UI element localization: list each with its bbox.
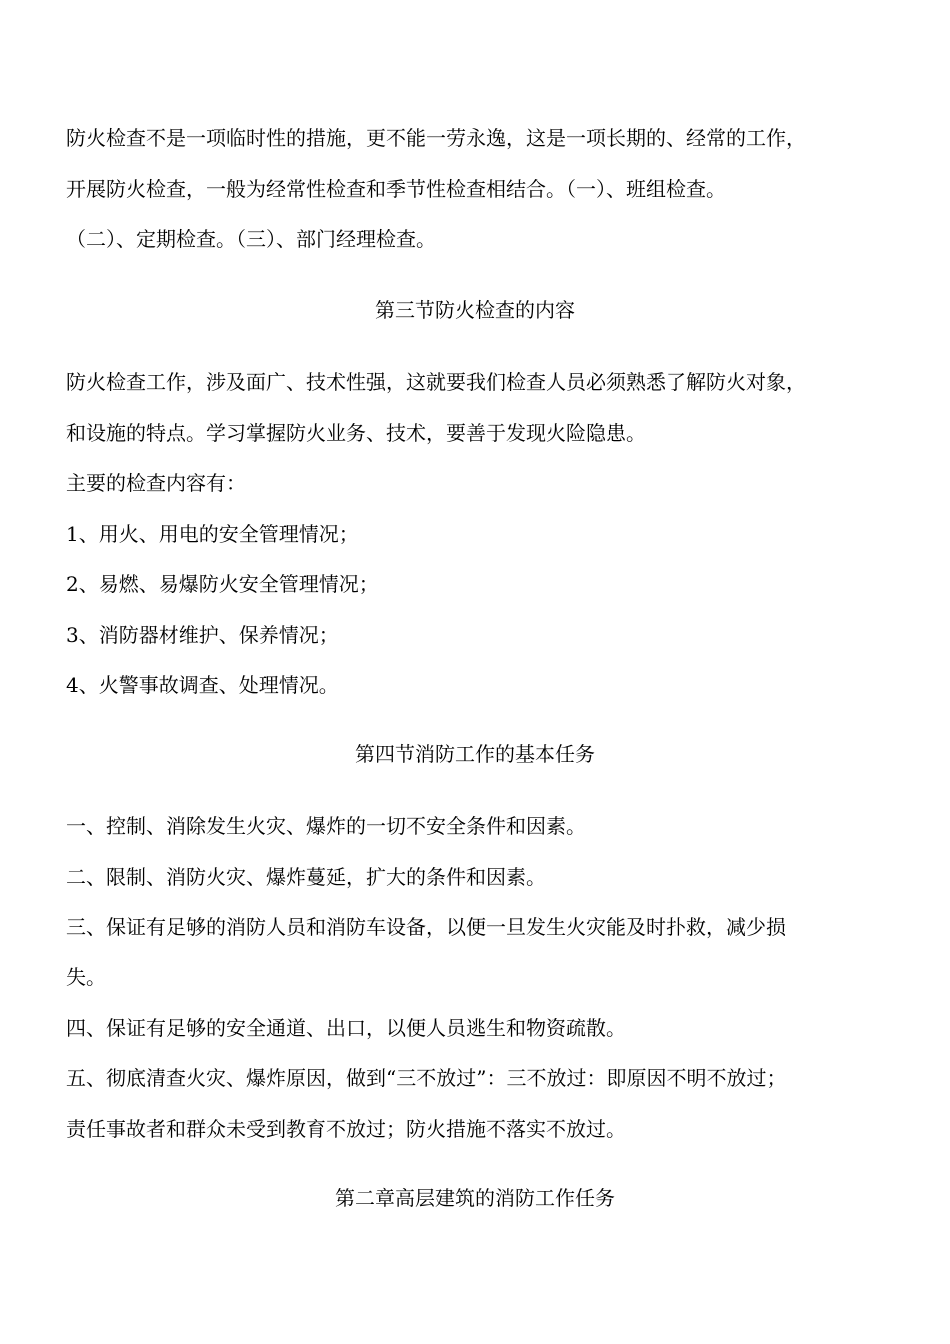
list-item: 四、保证有足够的安全通道、出口，以便人员逃生和物资疏散。 (66, 1016, 626, 1040)
list-item: 一、控制、消除发生火灾、爆炸的一切不安全条件和因素。 (66, 814, 586, 838)
paragraph-line: 开展防火检查，一般为经常性检查和季节性检查相结合。（一）、班组检查。 (66, 177, 726, 201)
paragraph-line: （二）、定期检查。（三）、部门经理检查。 (66, 227, 436, 251)
paragraph-line: 防火检查工作，涉及面广、技术性强，这就要我们检查人员必须熟悉了解防火对象， (66, 370, 806, 394)
list-item-continuation: 责任事故者和群众未受到教育不放过；防火措施不落实不放过。 (66, 1117, 626, 1141)
list-item: 4、火警事故调查、处理情况。 (66, 673, 339, 697)
paragraph-line: 防火检查不是一项临时性的措施，更不能一劳永逸，这是一项长期的、经常的工作， (66, 126, 806, 150)
list-item: 1、用火、用电的安全管理情况； (66, 522, 359, 546)
paragraph-line: 主要的检查内容有： (66, 471, 246, 495)
list-item: 3、消防器材维护、保养情况； (66, 623, 339, 647)
chapter-heading: 第二章高层建筑的消防工作任务 (335, 1186, 615, 1210)
list-item: 五、彻底清查火灾、爆炸原因，做到“三不放过”：三不放过：即原因不明不放过； (66, 1066, 787, 1090)
list-item: 三、保证有足够的消防人员和消防车设备，以便一旦发生火灾能及时扑救，减少损 (66, 915, 786, 939)
section-heading-3: 第三节防火检查的内容 (375, 298, 575, 322)
list-item: 二、限制、消防火灾、爆炸蔓延，扩大的条件和因素。 (66, 865, 546, 889)
paragraph-line: 和设施的特点。学习掌握防火业务、技术，要善于发现火险隐患。 (66, 421, 646, 445)
list-item: 2、易燃、易爆防火安全管理情况； (66, 572, 379, 596)
section-heading-4: 第四节消防工作的基本任务 (355, 742, 595, 766)
list-item-continuation: 失。 (66, 965, 106, 989)
